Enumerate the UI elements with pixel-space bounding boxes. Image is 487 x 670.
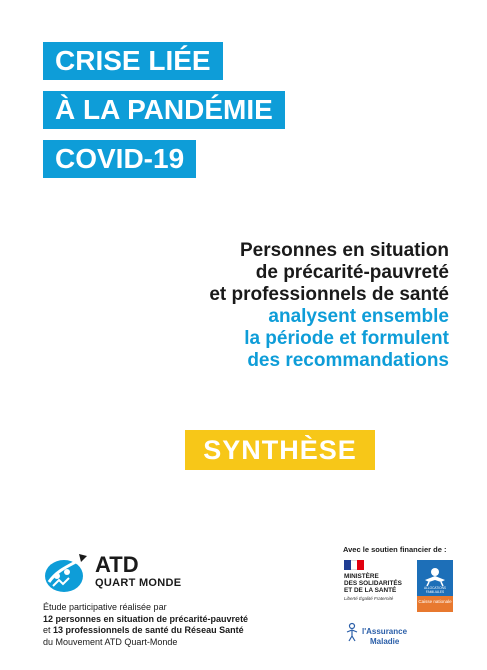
study-description	[43, 602, 248, 648]
subtitle-line-3: et professionnels de santé	[209, 284, 449, 305]
assurance-line-2: Maladie	[370, 637, 400, 646]
ministere-line-1: MINISTÈRE	[344, 573, 379, 580]
study-line-1: Étude participative réalisée par	[43, 602, 167, 612]
assurance-maladie-logo	[344, 622, 424, 652]
assurance-figure-icon	[344, 622, 360, 642]
ministere-line-2: DES SOLIDARITÉS	[344, 580, 402, 587]
atd-logo-subname: QUART MONDE	[95, 577, 182, 589]
caf-caption: ALLOCATIONS FAMILIALES	[423, 586, 447, 594]
support-label: Avec le soutien financier de :	[343, 545, 447, 554]
study-line-4: du Mouvement ATD Quart-Monde	[43, 636, 178, 647]
french-flag-icon	[344, 560, 364, 570]
title-line-2: À LA PANDÉMIE	[43, 91, 285, 129]
caf-emblem	[417, 560, 453, 596]
title-line-1: CRISE LIÉE	[43, 42, 223, 80]
ministere-name	[344, 573, 402, 594]
subtitle	[209, 240, 449, 372]
study-line-2: 12 personnes en situation de précarité-pauvreté	[43, 613, 249, 624]
subtitle-line-5: la période et formulent	[244, 328, 449, 349]
title-line-3: COVID-19	[43, 140, 196, 178]
ministere-motto: Liberté Égalité Fraternité	[344, 596, 394, 601]
ministere-logo	[344, 560, 412, 615]
subtitle-line-4: analysent ensemble	[268, 306, 449, 327]
atd-globe-icon	[43, 552, 89, 594]
atd-logo-name: ATD	[95, 552, 139, 577]
study-line-3-prefix: et	[43, 625, 54, 635]
subtitle-line-2: de précarité-pauvreté	[255, 262, 449, 283]
synthese-badge: SYNTHÈSE	[185, 430, 375, 470]
assurance-line-1: l'Assurance	[362, 627, 408, 636]
subtitle-line-1: Personnes en situation	[239, 240, 449, 261]
atd-logo	[43, 552, 203, 594]
subtitle-line-6: des recommandations	[247, 350, 449, 371]
caf-logo	[417, 560, 453, 612]
caf-label: Caisse nationale	[417, 596, 453, 612]
ministere-line-3: ET DE LA SANTÉ	[344, 587, 397, 594]
study-line-3: 13 professionnels de santé du Réseau Santé	[53, 625, 244, 635]
